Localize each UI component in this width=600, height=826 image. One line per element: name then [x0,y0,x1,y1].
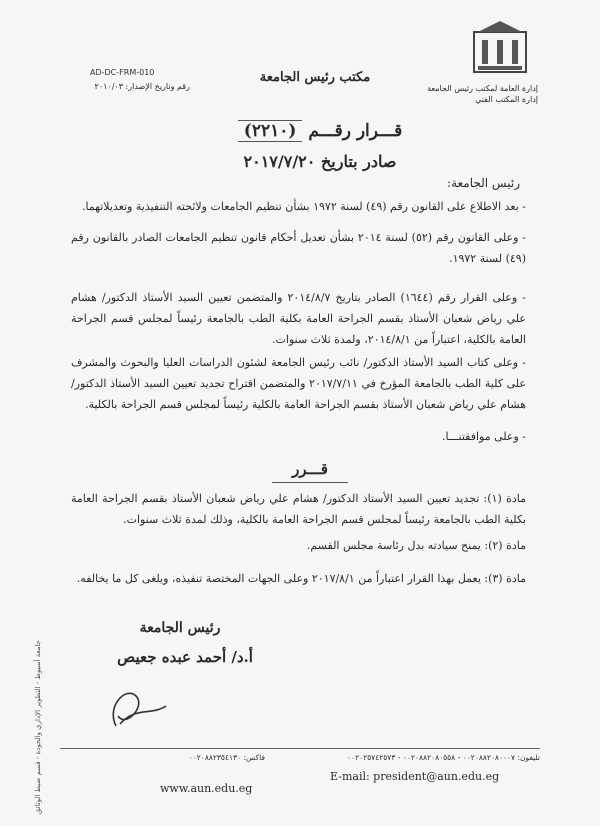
footer-phone: تليفون: ٠٠٢٠٨٨٢٠٨٠٠٠٧ - ٠٠٢٠٨٨٢٠٨٠٥٥٨ - ٠٠٢٠٢٥٧٤٢٥٧٣ [347,753,540,762]
university-logo-icon [468,18,532,78]
article-2: مادة (٢): يمنح سيادته بدل رئاسة مجلس القسم. [306,539,526,552]
footer-divider [60,748,540,749]
preamble-paragraph: - وعلى كتاب السيد الأستاذ الدكتور/ نائب رئيس الجامعة لشئون الدراسات العليا والبحوث والمشرف على كلية الطب بالجامعة المؤرخ في ٢٠١٧/٧/١١ والمتضمن اقتراح تجديد تعيين السيد الأستاذ الدكتور/ هشام علي رياض شعبان الأستاذ بقسم الجراحة العامة بالكلية رئيساً لمجلس قسم الجراحة بالكلية. [71,356,526,411]
footer-email[interactable]: E-mail: president@aun.edu.eg [330,770,500,783]
form-code: AD-DC-FRM-010 [90,68,155,77]
preamble-paragraph: - وعلى القانون رقم (٥٢) لسنة ٢٠١٤ بشأن تعديل أحكام قانون تنظيم الجامعات الصادر بالقانون رقم (٤٩) لسنة ١٩٧٢. [71,231,527,265]
article-3: مادة (٣): يعمل بهذا القرار اعتباراً من ٢٠١٧/٨/١ وعلى الجهات المختصة تنفيذه، ويلغى كل ما يخالفه. [76,572,526,585]
preamble-paragraph: - بعد الاطلاع على القانون رقم (٤٩) لسنة ١٩٧٢ بشأن تنظيم الجامعات ولائحته التنفيذية وتعديلاتهما. [81,200,526,213]
signature-name: أ.د/ أحمد عبده جعيص [117,648,253,666]
side-stamp-text: جامعة أسيوط - التطوير الإداري والجودة - قسم ضبط الوثائق [34,640,42,815]
decree-underline [272,482,348,483]
president-heading: رئيس الجامعة: [447,176,520,190]
preamble-paragraph: - وعلى القرار رقم (١٦٤٤) الصادر بتاريخ ٢٠١٤/٨/٧ والمتضمن تعيين السيد الأستاذ الدكتور/ هشام علي رياض شعبان الأستاذ بقسم الجراحة العامة بكلية الطب بالجامعة رئيساً لمجلس قسم الجراحة العامة بالكلية، اعتباراً من ٢٠١٤/٨/١، ولمدة ثلاث سنوات. [71,291,526,346]
decision-issue-date [205,152,435,171]
decision-number-value: (٢٢١٠) [238,120,303,142]
issued-date: ٢٠١٧/٧/٢٠ [243,152,316,171]
side-stamp [34,640,48,826]
decree-heading: قـــرر [292,460,328,478]
issue-info: رقم وتاريخ الإصدار: ٢٠١٠/٠٣ [94,82,190,91]
logo-caption-line-1: إدارة العامة لمكتب رئيس الجامعة [427,84,538,93]
signature-scribble-icon [96,676,176,732]
logo-caption-line-2: إدارة المكتب الفني [475,95,538,104]
footer-website[interactable]: www.aun.edu.eg [160,782,253,795]
decision-number [205,120,435,142]
preamble-paragraph: - وعلى موافقتنـــا. [441,430,526,443]
issued-label: صادر بتاريخ [320,152,397,171]
signature-title: رئيس الجامعة [139,620,221,636]
footer-fax: فاكس: ٠٠٢٠٨٨٢٣٥٤١٣٠ [188,753,265,762]
office-title: مكتب رئيس الجامعة [259,70,371,85]
decision-number-label: قـــرار رقـــم [308,121,403,141]
article-1: مادة (١): تجديد تعيين السيد الأستاذ الدكتور/ هشام علي رياض شعبان الأستاذ بقسم الجراحة العامة بكلية الطب بالجامعة رئيساً لمجلس قسم الجراحة العامة بالكلية، وذلك لمدة ثلاث سنوات. [71,492,526,526]
